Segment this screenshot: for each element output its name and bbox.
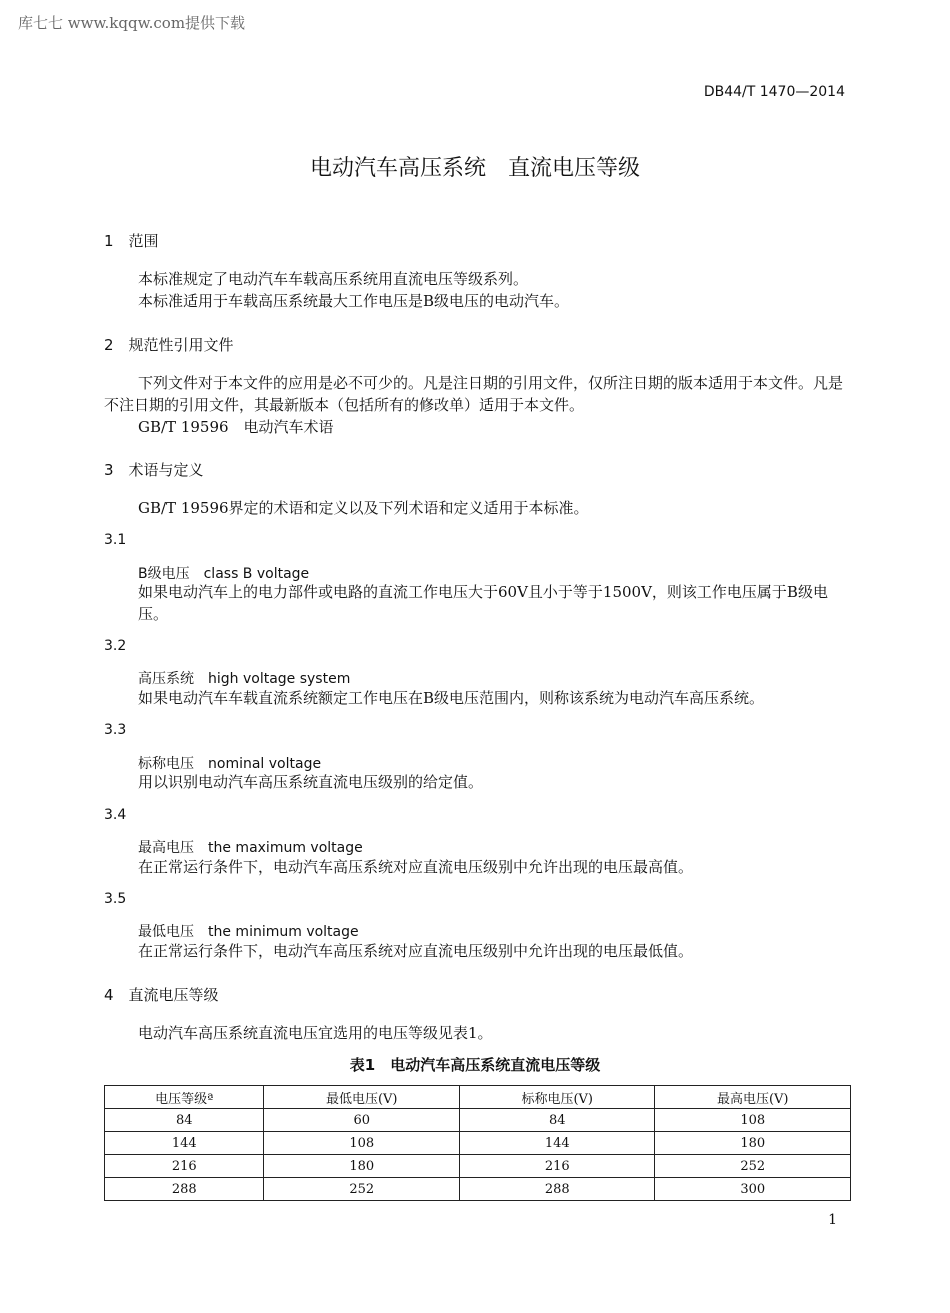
table-row xyxy=(105,1109,851,1132)
table-cell: 84 xyxy=(459,1109,655,1132)
section-2-paragraph-1: 下列文件对于本文件的应用是必不可少的。凡是注日期的引用文件，仅所注日期的版本适用于本文件。凡是不注日期的引用文件，其最新版本（包括所有的修改单）适用于本文件。 xyxy=(104,374,844,414)
term-title: 最高电压 the maximum voltage xyxy=(138,840,363,856)
table-cell: 180 xyxy=(655,1132,851,1155)
term-number: 3.2 xyxy=(104,638,127,654)
table-header-cell: 最高电压(V) xyxy=(655,1086,851,1109)
section-1-heading: 1 范围 xyxy=(104,232,159,250)
term-title: 最低电压 the minimum voltage xyxy=(138,924,359,940)
table-row xyxy=(105,1178,851,1201)
term-number: 3.4 xyxy=(104,807,127,823)
table-cell: 144 xyxy=(459,1132,655,1155)
voltage-table xyxy=(104,1085,851,1201)
table-cell: 108 xyxy=(264,1132,460,1155)
table-cell: 84 xyxy=(105,1109,264,1132)
table-cell: 288 xyxy=(105,1178,264,1201)
page-title: 电动汽车高压系统 直流电压等级 xyxy=(309,156,640,181)
section-4-heading: 4 直流电压等级 xyxy=(104,986,219,1004)
section-1-paragraph-2: 本标准适用于车载高压系统最大工作电压是B级电压的电动汽车。 xyxy=(138,292,570,310)
table-cell: 60 xyxy=(264,1109,460,1132)
term-definition: 如果电动汽车车载直流系统额定工作电压在B级电压范围内，则称该系统为电动汽车高压系统。 xyxy=(138,689,765,707)
table-cell: 216 xyxy=(105,1155,264,1178)
table-row xyxy=(105,1132,851,1155)
term-definition: 如果电动汽车上的电力部件或电路的直流工作电压大于60V且小于等于1500V，则该工作电压属于B级电压。 xyxy=(138,583,828,623)
normative-reference: GB/T 19596 电动汽车术语 xyxy=(138,418,334,436)
table-header-cell: 标称电压(V) xyxy=(459,1086,655,1109)
term-definition: 在正常运行条件下，电动汽车高压系统对应直流电压级别中允许出现的电压最低值。 xyxy=(138,942,694,960)
watermark: 库七七 www.kqqw.com提供下载 xyxy=(18,14,246,32)
section-1-paragraph-1: 本标准规定了电动汽车车载高压系统用直流电压等级系列。 xyxy=(138,270,529,288)
table-cell: 108 xyxy=(655,1109,851,1132)
term-definition: 用以识别电动汽车高压系统直流电压级别的给定值。 xyxy=(138,773,484,791)
table-row xyxy=(105,1155,851,1178)
table-cell: 252 xyxy=(655,1155,851,1178)
table-cell: 180 xyxy=(264,1155,460,1178)
term-title: B级电压 class B voltage xyxy=(138,566,310,582)
table-cell: 144 xyxy=(105,1132,264,1155)
section-3-paragraph-1: GB/T 19596界定的术语和定义以及下列术语和定义适用于本标准。 xyxy=(138,499,589,517)
term-title: 标称电压 nominal voltage xyxy=(138,756,322,772)
table-cell: 300 xyxy=(655,1178,851,1201)
table-cell: 252 xyxy=(264,1178,460,1201)
section-4-paragraph-1: 电动汽车高压系统直流电压宜选用的电压等级见表1。 xyxy=(138,1024,493,1042)
table-caption: 表1 电动汽车高压系统直流电压等级 xyxy=(349,1056,601,1074)
term-number: 3.1 xyxy=(104,532,127,548)
table-cell: 216 xyxy=(459,1155,655,1178)
term-number: 3.5 xyxy=(104,891,127,907)
term-title: 高压系统 high voltage system xyxy=(138,671,351,687)
table-header-cell: 电压等级ª xyxy=(105,1086,264,1109)
page-number: 1 xyxy=(828,1212,837,1228)
term-definition: 在正常运行条件下，电动汽车高压系统对应直流电压级别中允许出现的电压最高值。 xyxy=(138,858,694,876)
document-code: DB44/T 1470—2014 xyxy=(703,84,845,100)
table-cell: 288 xyxy=(459,1178,655,1201)
section-3-heading: 3 术语与定义 xyxy=(104,461,204,479)
section-2-heading: 2 规范性引用文件 xyxy=(104,336,234,354)
term-number: 3.3 xyxy=(104,722,127,738)
table-header-row xyxy=(105,1086,851,1109)
table-header-cell: 最低电压(V) xyxy=(264,1086,460,1109)
